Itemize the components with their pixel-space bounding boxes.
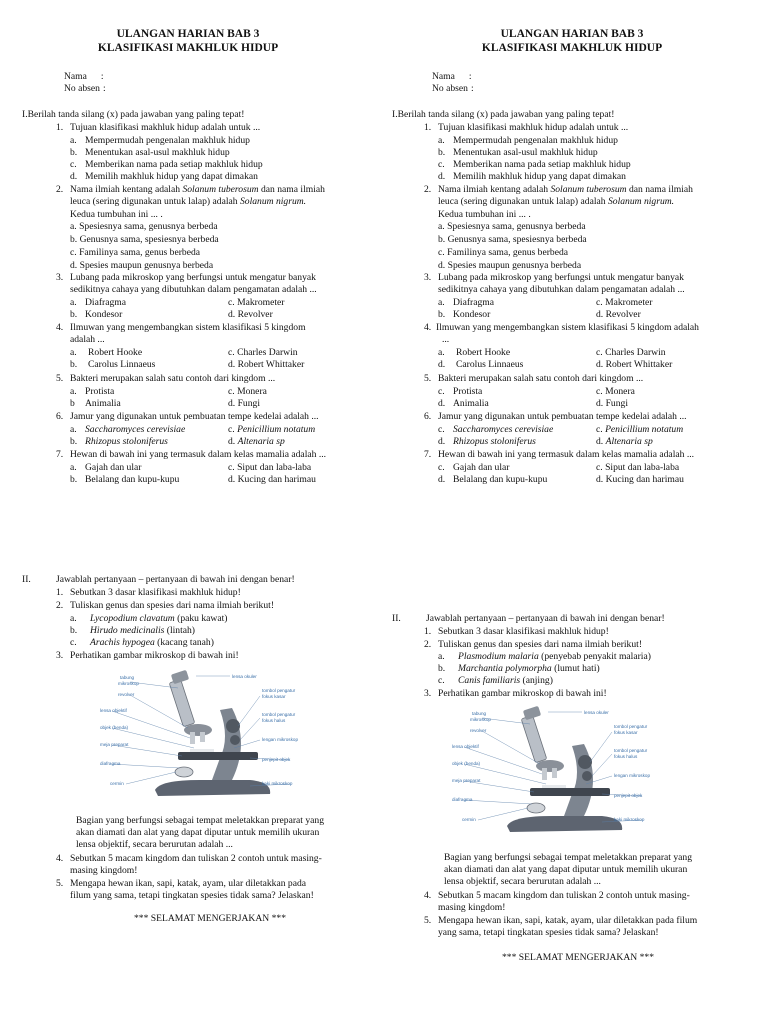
s2-q3-desc-line1: Bagian yang berfungsi sebagai tempat meletakkan preparat yang [444, 852, 693, 863]
q2-option-a: a. Spesiesnya sama, genusnya berbeda [70, 221, 218, 232]
label-revolver: revolver [118, 692, 135, 697]
q1-option-b: b. Menentukan asal-usul makhluk hidup [70, 147, 230, 158]
q7-text: Hewan di bawah ini yang termasuk dalam kelas mamalia adalah ... [70, 449, 327, 460]
label-kaki: kaki mikroskop [262, 781, 293, 786]
q1-option-b: b. Menentukan asal-usul makhluk hidup [438, 147, 598, 158]
title-line1: ULANGAN HARIAN BAB 3 [500, 28, 644, 40]
s2-q1-number: 1. [424, 626, 432, 637]
s2-q3-desc-line3: lensa objektif, secara berurutan adalah ... [76, 839, 233, 850]
q7-option-d: d. Kucing dan harimau [596, 474, 684, 485]
label-tabung: tabung [120, 675, 135, 680]
q3-option-b: b. Kondesor [70, 309, 123, 320]
q6-option-c: c. Penicillium notatum [228, 424, 316, 435]
q6-number: 6. [424, 411, 432, 422]
q5-option-d: d. Fungi [228, 398, 260, 409]
q2-line2: leuca (sering digunakan untuk lalap) adalah Solanum nigrum. [438, 196, 675, 207]
s2-q2-option-a: a. Lycopodium clavatum (paku kawat) [70, 613, 228, 624]
q1-number: 1. [424, 122, 432, 133]
closing-text: *** SELAMAT MENGERJAKAN *** [502, 952, 654, 963]
s2-q5-number: 5. [424, 915, 432, 926]
q1-text: Tujuan klasifikasi makhluk hidup adalah untuk ... [70, 122, 261, 133]
s2-q3-text: Perhatikan gambar mikroskop di bawah ini! [70, 650, 239, 661]
label-cermin: cermin [462, 817, 476, 822]
q4-option-c: c. Charles Darwin [228, 347, 298, 358]
q6-number: 6. [56, 411, 64, 422]
q2-number: 2. [56, 184, 64, 195]
label-tombol-halus-1: tombol pengatur [614, 748, 648, 753]
q6-option-d: d. Altenaria sp [596, 436, 653, 447]
s2-q5-line1: Mengapa hewan ikan, sapi, katak, ayam, ular diletakkan pada [70, 878, 307, 889]
q2-option-c: c. Familinya sama, genus berbeda [438, 247, 569, 258]
q2-line3: Kedua tumbuhan ini ... . [70, 209, 163, 220]
label-revolver: revolver [470, 728, 487, 733]
s2-q5-number: 5. [56, 878, 64, 889]
label-lengan: lengan mikroskop [262, 737, 299, 742]
label-tombol-kasar-2: fokus kasar [614, 730, 638, 735]
label-lensa-objektif: lensa objektif [100, 708, 127, 713]
nama-label: Nama : [64, 71, 104, 82]
q1-option-a: a. Mempermudah pengenalan makhluk hidup [70, 135, 250, 146]
s2-q2-option-c: c. Arachis hypogea (kacang tanah) [70, 637, 214, 648]
label-lensa-okuler: lensa okuler [584, 710, 609, 715]
q4-option-d: d. Robert Whittaker [228, 359, 305, 370]
q5-option-c: c. Monera [596, 386, 635, 397]
label-lensa-objektif: lensa objektif [452, 744, 479, 749]
q6-option-b: b. Rhizopus stoloniferus [70, 436, 168, 447]
s2-q2-option-c: c. Canis familiaris (anjing) [438, 675, 553, 686]
label-cermin: cermin [110, 781, 124, 786]
s2-q2-text: Tuliskan genus dan spesies dari nama ilmiah berikut! [70, 600, 275, 611]
s2-q4-line1: Sebutkan 5 macam kingdom dan tuliskan 2 contoh untuk masing- [438, 890, 690, 901]
q4-number: 4. [424, 322, 432, 333]
label-mikroskop: mikroskop [118, 681, 139, 686]
q7-text: Hewan di bawah ini yang termasuk dalam kelas mamalia adalah ... [438, 449, 695, 460]
q2-number: 2. [424, 184, 432, 195]
q2-line3: Kedua tumbuhan ini ... . [438, 209, 531, 220]
label-lensa-okuler: lensa okuler [232, 674, 257, 679]
q1-number: 1. [56, 122, 64, 133]
microscope-diagram [452, 706, 692, 844]
q4-option-c: c. Charles Darwin [596, 347, 666, 358]
q5-option-b: d. Animalia [438, 398, 489, 409]
q3-number: 3. [56, 272, 64, 283]
q2-line1: Nama ilmiah kentang adalah Solanum tuberosum dan nama ilmiah [70, 184, 325, 195]
s2-q3-desc-line3: lensa objektif, secara berurutan adalah ... [444, 876, 601, 887]
q1-option-c: c. Memberikan nama pada setiap makhluk hidup [70, 159, 263, 170]
section2-instruction: Jawablah pertanyaan – pertanyaan di bawah ini dengan benar! [426, 613, 665, 624]
label-tombol-kasar-2: fokus kasar [262, 694, 286, 699]
s2-q1-number: 1. [56, 587, 64, 598]
q1-option-d: d. Memilih makhluk hidup yang dapat dimakan [70, 171, 258, 182]
label-diafragma: diafragma [452, 797, 473, 802]
title-line2: KLASIFIKASI MAKHLUK HIDUP [481, 42, 663, 54]
s2-q4-line2: masing kingdom! [70, 865, 138, 876]
q6-option-b: d. Rhizopus stoloniferus [438, 436, 536, 447]
label-tombol-halus-1: tombol pengatur [262, 712, 296, 717]
q4-line2: adalah ... [70, 334, 105, 345]
worksheet-right [384, 0, 760, 1024]
absen-label: No absen : [64, 83, 106, 94]
absen-label: No absen : [432, 83, 474, 94]
s2-q4-number: 4. [424, 890, 432, 901]
s2-q2-option-b: b. Marchantia polymorpha (lumut hati) [438, 663, 600, 674]
q2-option-c: c. Familinya sama, genus berbeda [70, 247, 201, 258]
q3-line2: sedikitnya cahaya yang dibutuhkan dalam pengamatan adalah ... [70, 284, 317, 295]
label-tombol-halus-2: fokus halus [614, 754, 638, 759]
s2-q1-text: Sebutkan 3 dasar klasifikasi makhluk hidup! [70, 587, 241, 598]
q2-line2: leuca (sering digunakan untuk lalap) adalah Solanum nigrum. [70, 196, 307, 207]
microscope-diagram [100, 668, 340, 808]
q4-line1: Ilmuwan yang mengembangkan sistem klasifikasi 5 kingdom adalah [436, 322, 699, 333]
q3-option-c: c. Makrometer [596, 297, 653, 308]
s2-q2-text: Tuliskan genus dan spesies dari nama ilmiah berikut! [438, 639, 643, 650]
label-penjepit: penjepit objek [614, 793, 643, 798]
q3-option-d: d. Revolver [228, 309, 273, 320]
q7-option-a: c. Gajah dan ular [438, 462, 510, 473]
q6-option-d: d. Altenaria sp [228, 436, 285, 447]
s2-q2-number: 2. [424, 639, 432, 650]
q5-option-c: c. Monera [228, 386, 267, 397]
section2-number: II. [392, 613, 401, 624]
worksheet-left [0, 0, 376, 1024]
q2-option-d: d. Spesies maupun genusnya berbeda [70, 260, 214, 271]
q6-text: Jamur yang digunakan untuk pembuatan tempe kedelai adalah ... [70, 411, 319, 422]
s2-q5-line1: Mengapa hewan ikan, sapi, katak, ayam, ular diletakkan pada filum [438, 915, 698, 926]
q3-option-a: a. Diafragma [70, 297, 127, 308]
q6-option-a: a. Saccharomyces cerevisiae [70, 424, 186, 435]
q2-option-b: b. Genusnya sama, spesiesnya berbeda [70, 234, 219, 245]
q7-option-a: a. Gajah dan ular [70, 462, 142, 473]
s2-q2-option-b: b. Hirudo medicinalis (lintah) [70, 625, 196, 636]
s2-q5-line2: filum yang sama, tetapi tingkatan spesies tidak sama? Jelaskan! [70, 890, 314, 901]
q7-option-d: d. Kucing dan harimau [228, 474, 316, 485]
section2-number: II. [22, 574, 31, 585]
q3-option-c: c. Makrometer [228, 297, 285, 308]
q4-number: 4. [56, 322, 64, 333]
nama-label: Nama : [432, 71, 472, 82]
q5-number: 5. [56, 373, 64, 384]
label-mikroskop: mikroskop [470, 717, 491, 722]
label-kaki: kaki mikroskop [614, 817, 645, 822]
q6-text: Jamur yang digunakan untuk pembuatan tempe kedelai adalah ... [438, 411, 687, 422]
q6-option-c: c. Penicillium notatum [596, 424, 684, 435]
q4-line2: ... [442, 334, 450, 345]
q2-option-a: a. Spesiesnya sama, genusnya berbeda [438, 221, 586, 232]
q5-option-a: a. Protista [70, 386, 115, 397]
label-meja-preparat: meja preparat [100, 742, 129, 747]
q7-option-c: c. Siput dan laba-laba [228, 462, 312, 473]
s2-q3-number: 3. [424, 688, 432, 699]
q4-option-d: d. Robert Whittaker [596, 359, 673, 370]
q4-option-a: a. Robert Hooke [70, 347, 143, 358]
q4-option-b: b. Carolus Linnaeus [70, 359, 156, 370]
q7-option-c: c. Siput dan laba-laba [596, 462, 680, 473]
q2-line1: Nama ilmiah kentang adalah Solanum tuberosum dan nama ilmiah [438, 184, 693, 195]
q4-option-b: d. Carolus Linnaeus [438, 359, 524, 370]
q1-text: Tujuan klasifikasi makhluk hidup adalah untuk ... [438, 122, 629, 133]
label-tombol-halus-2: fokus halus [262, 718, 286, 723]
label-penjepit: penjepit objek [262, 757, 291, 762]
q5-text: Bakteri merupakan salah satu contoh dari kingdom ... [70, 373, 276, 384]
title-line1: ULANGAN HARIAN BAB 3 [116, 28, 260, 40]
s2-q5-line2: yang sama, tetapi tingkatan spesies tidak sama? Jelaskan! [438, 927, 659, 938]
section2-instruction: Jawablah pertanyaan – pertanyaan di bawah ini dengan benar! [56, 574, 295, 585]
q3-option-d: d. Revolver [596, 309, 641, 320]
section1-instruction: I.Berilah tanda silang (x) pada jawaban yang paling tepat! [392, 109, 615, 120]
q3-line1: Lubang pada mikroskop yang berfungsi untuk mengatur banyak [70, 272, 316, 283]
title-line2: KLASIFIKASI MAKHLUK HIDUP [97, 42, 279, 54]
s2-q4-number: 4. [56, 853, 64, 864]
q6-option-a: c. Saccharomyces cerevisiae [438, 424, 554, 435]
section1-instruction: I.Berilah tanda silang (x) pada jawaban yang paling tepat! [22, 109, 245, 120]
q7-number: 7. [424, 449, 432, 460]
s2-q3-desc-line2: akan diamati dan alat yang dapat diputar untuk memilih ukuran [444, 864, 688, 875]
label-objek: objek (benda) [100, 725, 129, 730]
s2-q3-text: Perhatikan gambar mikroskop di bawah ini! [438, 688, 607, 699]
label-meja-preparat: meja preparat [452, 778, 481, 783]
label-lengan: lengan mikroskop [614, 773, 651, 778]
s2-q1-text: Sebutkan 3 dasar klasifikasi makhluk hidup! [438, 626, 609, 637]
closing-text: *** SELAMAT MENGERJAKAN *** [134, 913, 286, 924]
q5-option-a: c. Protista [438, 386, 483, 397]
label-tabung: tabung [472, 711, 487, 716]
q2-option-d: d. Spesies maupun genusnya berbeda [438, 260, 582, 271]
q3-number: 3. [424, 272, 432, 283]
s2-q4-line1: Sebutkan 5 macam kingdom dan tuliskan 2 contoh untuk masing- [70, 853, 322, 864]
q5-option-d: d. Fungi [596, 398, 628, 409]
label-diafragma: diafragma [100, 761, 121, 766]
q3-option-b: b. Kondesor [438, 309, 491, 320]
label-objek: objek (benda) [452, 761, 481, 766]
label-tombol-kasar-1: tombol pengatur [262, 688, 296, 693]
q3-line1: Lubang pada mikroskop yang berfungsi untuk mengatur banyak [438, 272, 684, 283]
q7-number: 7. [56, 449, 64, 460]
label-tombol-kasar-1: tombol pengatur [614, 724, 648, 729]
q5-number: 5. [424, 373, 432, 384]
s2-q2-number: 2. [56, 600, 64, 611]
q1-option-a: a. Mempermudah pengenalan makhluk hidup [438, 135, 618, 146]
s2-q3-desc-line1: Bagian yang berfungsi sebagai tempat meletakkan preparat yang [76, 815, 325, 826]
q5-text: Bakteri merupakan salah satu contoh dari kingdom ... [438, 373, 644, 384]
q1-option-d: d. Memilih makhluk hidup yang dapat dimakan [438, 171, 626, 182]
q5-option-b: b Animalia [70, 398, 121, 409]
q7-option-b: d. Belalang dan kupu-kupu [438, 474, 548, 485]
q3-line2: sedikitnya cahaya yang dibutuhkan dalam pengamatan adalah ... [438, 284, 685, 295]
s2-q3-number: 3. [56, 650, 64, 661]
s2-q2-option-a: a. Plasmodium malaria (penyebab penyakit malaria) [438, 651, 651, 662]
s2-q3-desc-line2: akan diamati dan alat yang dapat diputar untuk memilih ukuran [76, 827, 320, 838]
s2-q4-line2: masing kingdom! [438, 902, 506, 913]
q2-option-b: b. Genusnya sama, spesiesnya berbeda [438, 234, 587, 245]
q1-option-c: c. Memberikan nama pada setiap makhluk hidup [438, 159, 631, 170]
q7-option-b: b. Belalang dan kupu-kupu [70, 474, 180, 485]
q3-option-a: a. Diafragma [438, 297, 495, 308]
q4-option-a: a. Robert Hooke [438, 347, 511, 358]
q4-line1: Ilmuwan yang mengembangkan sistem klasifikasi 5 kingdom [70, 322, 306, 333]
